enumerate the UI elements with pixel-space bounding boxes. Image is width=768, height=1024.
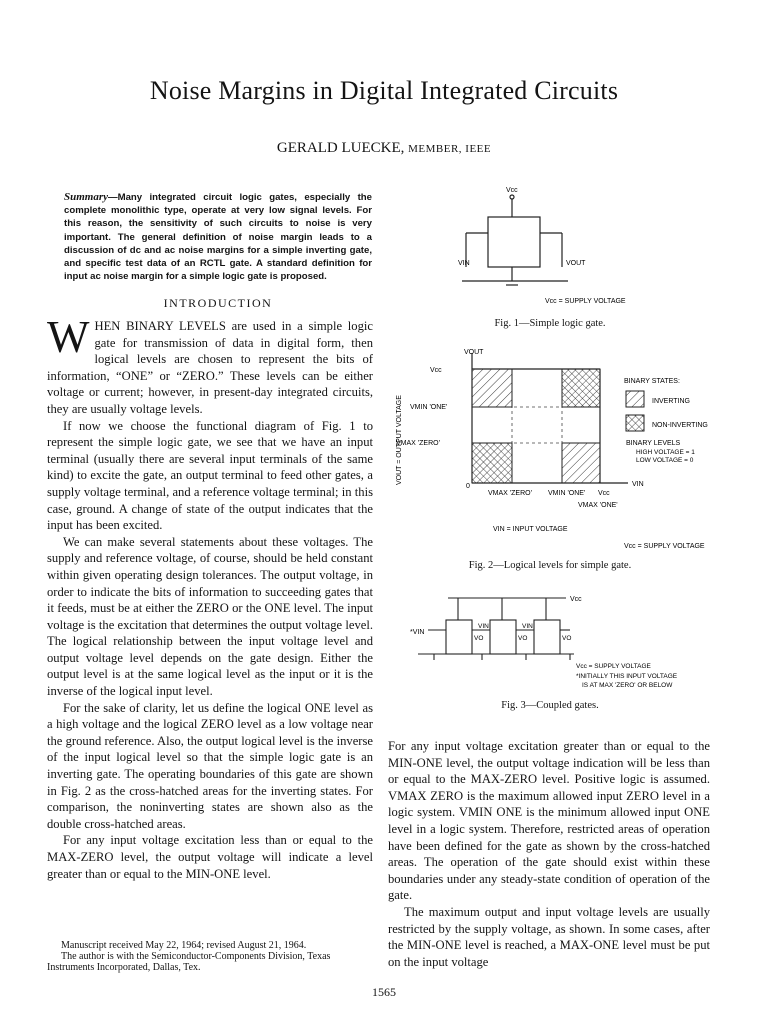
author-line <box>0 140 768 157</box>
paragraph: For the sake of clarity, let us define the logical ONE level as a high voltage and the logical ZERO level as a low voltage near the ground reference. Also, the output logical level is the inverse of the input logical level so that the simple logic gate is an inverting gate. The operating boundaries of this gate are shown in Fig. 2 as the cross-hatched areas for the inverting states. For comparison, the noninverting states are shown also as the double cross-hatched areas. <box>47 700 373 831</box>
footnote-received: Manuscript received May 22, 1964; revised August 21, 1964. <box>61 940 307 951</box>
fig2-vmin-one-y-tick: VMIN 'ONE' <box>410 404 448 411</box>
fig2-vin-axis-label: VIN <box>632 481 644 488</box>
fig2-legend-low: LOW VOLTAGE = 0 <box>636 457 694 464</box>
fig2-vcc-x-tick: Vcc <box>598 490 610 497</box>
fig1-note: Vcc = SUPPLY VOLTAGE <box>545 298 626 305</box>
paragraph: The maximum output and input voltage levels are usually restricted by the supply voltage, as shown. In some cases, after the MIN-ONE level is reached, a MAX-ONE level must be put on the input voltage <box>388 904 710 969</box>
section-heading-introduction: INTRODUCTION <box>163 296 273 310</box>
fig2-caption: Fig. 2—Logical levels for simple gate. <box>468 560 632 571</box>
summary-abstract <box>64 191 372 283</box>
fig3-vin-label-3: VIN <box>522 623 533 630</box>
fig2-vmin-one-x-tick: VMIN 'ONE' <box>548 490 586 497</box>
fig2-legend-title: BINARY STATES: <box>624 378 680 385</box>
fig2-vmax-zero-x-tick: VMAX 'ZERO' <box>488 490 532 497</box>
fig2-region-noninverting-upper <box>562 369 600 407</box>
fig1-caption: Fig. 1—Simple logic gate. <box>494 318 606 329</box>
fig3-vo-label-1: VO <box>474 635 484 642</box>
fig2-legend-levels: BINARY LEVELS <box>626 440 681 447</box>
fig3-vo-label-2: VO <box>518 635 528 642</box>
fig3-vcc-label: Vcc <box>570 596 582 603</box>
paragraph: We can make several statements about these voltages. The supply and reference voltage, of course, should be held constant within given operating design tolerances. The output voltage, in order to indicate the bits of information to succeeding gates that it feeds, must be at either the ZERO or the ONE level. The input voltage is the excitation that determines the output voltage level. The logical relationship between the input voltage level and output voltage level depends on the gate design. Either the output level is at the same logical level as the input or it is the inverse of the logical input level. <box>47 534 373 699</box>
fig3-vo-label-3: VO <box>562 635 572 642</box>
fig3-coupled-gates-diagram <box>398 588 718 698</box>
fig2-legend-inverting-swatch <box>626 391 644 407</box>
fig1-vout-label: VOUT <box>566 260 586 267</box>
fig2-vmax-one-x-tick: VMAX 'ONE' <box>578 502 618 509</box>
fig2-legend-high: HIGH VOLTAGE = 1 <box>636 449 695 456</box>
fig2-region-noninverting-lower <box>472 443 512 483</box>
fig2-logical-levels-chart <box>388 345 718 555</box>
author-name: GERALD LUECKE, <box>276 140 405 156</box>
fig2-region-inverting-upper <box>472 369 512 407</box>
footnote <box>47 940 373 973</box>
paragraph: For any input voltage excitation less than or equal to the MAX-ZERO level, the output voltage will indicate a level greater than or equal to the MIN-ONE level. <box>47 833 373 881</box>
fig2-vmax-zero-y-tick: VMAX 'ZERO' <box>396 440 440 447</box>
paragraph-text: HEN BINARY LEVELS are used in a simple logic gate for transmission of data in digital form, then logical levels are chosen to represent the bits of information, “ONE” or “ZERO.” These levels can be either voltage or current; however, in present-day integrated circuits, they are usually voltage levels. <box>47 319 373 416</box>
paper-title: Noise Margins in Digital Integrated Circuits <box>149 76 619 105</box>
fig2-legend-inverting: INVERTING <box>652 398 690 405</box>
fig2-legend-noninverting-swatch <box>626 415 644 431</box>
summary-text: —Many integrated circuit logic gates, especially the complete monolithic type, operate at very low signal levels. For this reason, the sensitivity of such circuits to noise is very important. The general definition of noise margin leads to a discussion of dc and ac noise margins for a simple inverting gate, and specific test data of an RCTL gate. A standard definition for input ac noise margin for a simple logic gate is proposed. <box>64 192 372 283</box>
page-number: 1565 <box>372 985 396 999</box>
fig2-y-axis-title: VOUT = OUTPUT VOLTAGE <box>396 395 403 485</box>
fig3-vin-star-label: *VIN <box>410 629 425 636</box>
fig3-note-initial-2: IS AT MAX 'ZERO' OR BELOW <box>582 682 673 689</box>
fig3-note-supply: Vcc = SUPPLY VOLTAGE <box>576 663 651 670</box>
fig2-x-axis-title: VIN = INPUT VOLTAGE <box>493 526 568 533</box>
right-column-text <box>388 738 710 970</box>
fig1-simple-logic-gate-diagram <box>440 185 630 310</box>
fig3-note-initial-1: *INITIALLY THIS INPUT VOLTAGE <box>576 673 678 680</box>
summary-lead: Summary <box>64 191 109 203</box>
author-membership: MEMBER, IEEE <box>408 143 492 155</box>
fig2-legend-noninverting: NON-INVERTING <box>652 422 708 429</box>
left-column-text <box>47 312 373 882</box>
fig3-vin-label-2: VIN <box>478 623 489 630</box>
fig1-vin-label: VIN <box>458 260 470 267</box>
footnote-affiliation: The author is with the Semiconductor-Components Division, Texas Instruments Incorporated, Dallas, Tex. <box>47 951 331 973</box>
fig1-vcc-label: Vcc <box>506 187 518 194</box>
paragraph <box>47 312 373 418</box>
fig2-origin: 0 <box>466 483 470 490</box>
fig2-vcc-note: Vcc = SUPPLY VOLTAGE <box>624 543 705 550</box>
paragraph: If now we choose the functional diagram of Fig. 1 to represent the simple logic gate, we see that we have an input terminal (usually there are several input terminals of the same kind) to excite the gate, an output terminal to feed other gates, a supply voltage terminal, and a reference voltage terminal; in this case, ground. A change of state of the output indicates that the input has been excited. <box>47 418 373 533</box>
paragraph: For any input voltage excitation greater than or equal to the MIN-ONE level, the output voltage indication will be less than or equal to the MAX-ZERO level. Positive logic is assumed. VMAX ZERO is the maximum allowed input ZERO level in a logic system. VMIN ONE is the minimum allowed input ONE level in a logic system. Therefore, restricted areas of operation have been defined for the gate as shown by the cross-hatched areas. The operation of the gate should exist within these boundaries under any steady-state condition of operation of the gate. <box>388 739 710 903</box>
fig2-vout-axis-label: VOUT <box>464 349 484 356</box>
fig2-vcc-y-tick: Vcc <box>430 367 442 374</box>
drop-cap: W <box>47 312 90 362</box>
fig3-caption: Fig. 3—Coupled gates. <box>501 700 599 711</box>
fig2-region-inverting-lower <box>562 443 600 483</box>
